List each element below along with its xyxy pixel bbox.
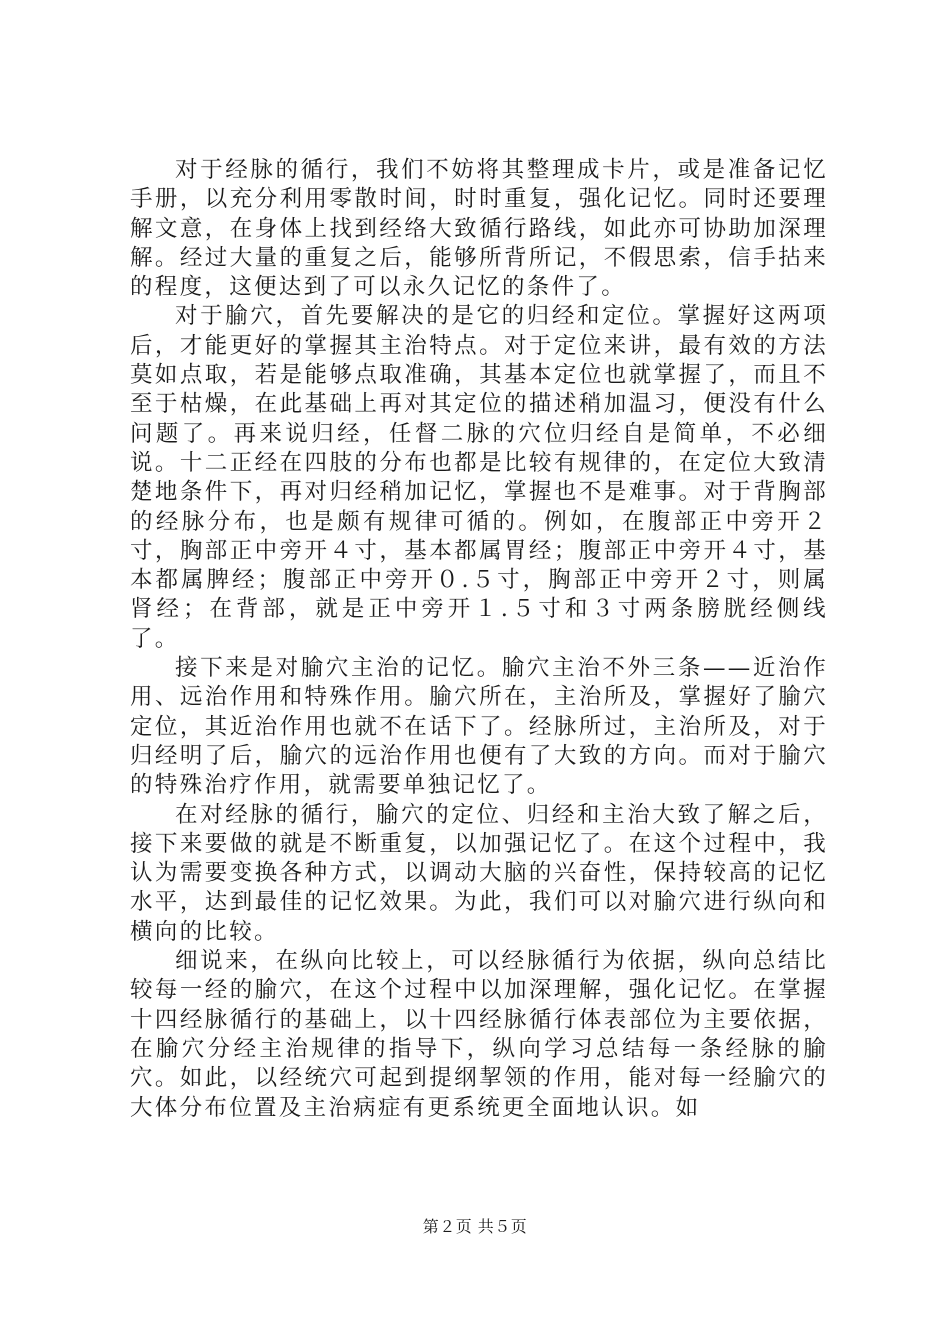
- paragraph-acupoint-indications: 接下来是对腧穴主治的记忆。腧穴主治不外三条——近治作用、远治作用和特殊作用。腧穴所在，主治所及，掌握好了腧穴定位，其近治作用也就不在话下了。经脉所过，主治所及，对于归经明了后，腧穴的远治作用也便有了大致的方向。而对于腧穴的特殊治疗作用，就需要单独记忆了。: [130, 655, 828, 799]
- paragraph-meridian-circulation: 对于经脉的循行，我们不妨将其整理成卡片，或是准备记忆手册，以充分利用零散时间，时时重复，强化记忆。同时还要理解文意，在身体上找到经络大致循行路线，如此亦可协助加深理解。经过大量的重复之后，能够所背所记，不假思索，信手拈来的程度，这便达到了可以永久记忆的条件了。: [130, 157, 828, 301]
- paragraph-repetition-memory: 在对经脉的循行，腧穴的定位、归经和主治大致了解之后，接下来要做的就是不断重复，以加强记忆了。在这个过程中，我认为需要变换各种方式，以调动大脑的兴奋性，保持较高的记忆水平，达到最佳的记忆效果。为此，我们可以对腧穴进行纵向和横向的比较。: [130, 801, 828, 945]
- document-body: [130, 156, 828, 1123]
- page-number-footer: 第２页 共５页: [422, 1217, 528, 1236]
- paragraph-acupoint-location: 对于腧穴，首先要解决的是它的归经和定位。掌握好这两项后，才能更好的掌握其主治特点。对于定位来讲，最有效的方法莫如点取，若是能够点取准确，其基本定位也就掌握了，而且不至于枯燥，在此基础上再对其定位的描述稍加温习，便没有什么问题了。再来说归经，任督二脉的穴位归经自是简单，不必细说。十二正经在四肢的分布也都是比较有规律的，在定位大致清楚地条件下，再对归经稍加记忆，掌握也不是难事。对于背胸部的经脉分布，也是颇有规律可循的。例如，在腹部正中旁开２寸，胸部正中旁开４寸，基本都属胃经；腹部正中旁开４寸，基本都属脾经；腹部正中旁开０.５寸，胸部正中旁开２寸，则属肾经；在背部，就是正中旁开１.５寸和３寸两条膀胱经侧线了。: [130, 303, 828, 652]
- paragraph-vertical-comparison: 细说来，在纵向比较上，可以经脉循行为依据，纵向总结比较每一经的腧穴，在这个过程中以加深理解，强化记忆。在掌握十四经脉循行的基础上，以十四经脉循行体表部位为主要依据，在腧穴分经主治规律的指导下，纵向学习总结每一条经脉的腧穴。如此，以经统穴可起到提纲挈领的作用，能对每一经腧穴的大体分布位置及主治病症有更系统更全面地认识。如: [130, 948, 828, 1121]
